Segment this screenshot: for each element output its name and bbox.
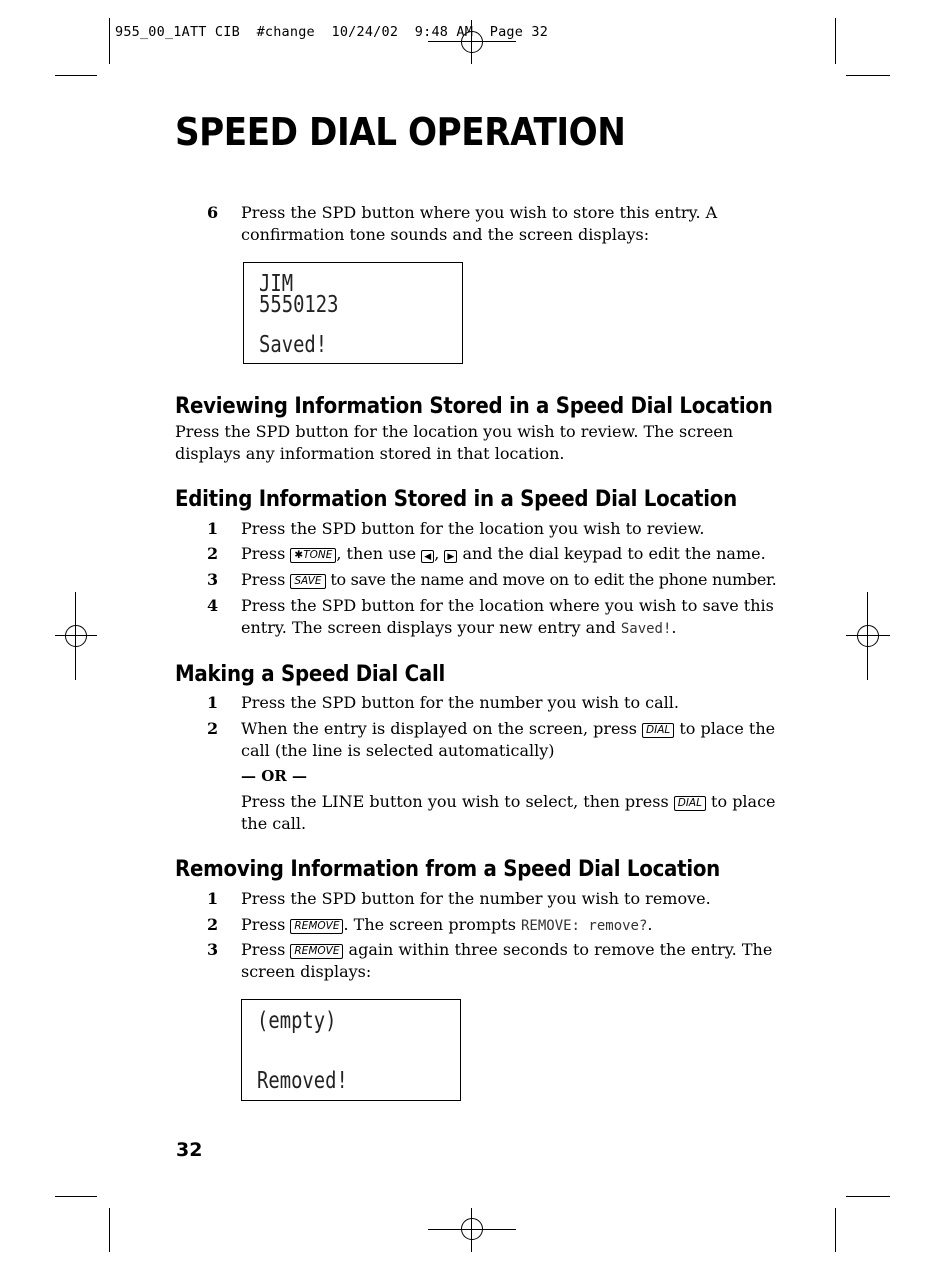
step-text: Press the SPD button for the number you wish to remove. xyxy=(241,889,711,908)
lcd-line: 5550123 xyxy=(259,292,339,318)
step-text: Press the LINE button you wish to select, then press DIAL to place the call. xyxy=(241,792,776,833)
print-slug: 955_00_1ATT CIB #change 10/24/02 9:48 AM Page 32 xyxy=(115,24,549,40)
step-text: Press SAVE to save the name and move on to edit the phone number. xyxy=(241,570,777,589)
inline-lcd-text: REMOVE: remove? xyxy=(520,918,648,934)
step-number: 2 xyxy=(207,915,219,934)
tone-key-icon: ✱TONE xyxy=(290,548,336,563)
left-arrow-key-icon: ◀ xyxy=(421,550,434,563)
or-separator: — OR — xyxy=(241,767,307,785)
crop-mark xyxy=(109,18,110,64)
step-number: 1 xyxy=(207,889,219,908)
step-number: 2 xyxy=(207,544,219,563)
step-text: Press the SPD button for the location you wish to review. xyxy=(241,519,705,538)
page-number: 32 xyxy=(176,1139,203,1161)
crop-mark xyxy=(55,75,97,76)
remove-key-icon: REMOVE xyxy=(290,944,343,959)
dial-key-icon: DIAL xyxy=(642,723,674,738)
lcd-line: JIM xyxy=(259,271,294,297)
step-text: Press the SPD button where you wish to store this entry. A confirmation tone sounds and the screen displays: xyxy=(241,203,718,244)
inline-lcd-text: Saved! xyxy=(620,621,672,637)
crop-mark xyxy=(55,1196,97,1197)
save-key-icon: SAVE xyxy=(290,574,325,589)
step-number: 1 xyxy=(207,519,219,538)
step-number: 3 xyxy=(207,940,219,959)
step-text: Press REMOVE again within three seconds to remove the entry. The screen displays: xyxy=(241,940,773,981)
step-text: Press the SPD button for the location where you wish to save this entry. The screen displays your new entry and Saved!. xyxy=(241,596,774,637)
lcd-display-saved xyxy=(243,262,463,364)
step-text: Press REMOVE . The screen prompts REMOVE: remove?. xyxy=(241,915,653,934)
lcd-line: (empty) xyxy=(257,1008,337,1034)
step-number: 6 xyxy=(207,203,219,222)
crop-mark xyxy=(835,18,836,64)
crop-mark xyxy=(846,1196,890,1197)
registration-mark xyxy=(65,625,87,647)
step-text: Press the SPD button for the number you wish to call. xyxy=(241,693,679,712)
page-title: SPEED DIAL OPERATION xyxy=(175,110,626,154)
section-text: Press the SPD button for the location you wish to review. The screen displays any information stored in that location. xyxy=(175,422,734,463)
lcd-line: Removed! xyxy=(257,1068,348,1094)
step-number: 4 xyxy=(207,596,219,615)
section-heading-reviewing: Reviewing Information Stored in a Speed Dial Location xyxy=(175,394,773,419)
dial-key-icon: DIAL xyxy=(674,796,706,811)
step-number: 2 xyxy=(207,719,219,738)
list-item xyxy=(207,202,777,246)
step-text: When the entry is displayed on the screen, press DIAL to place the call (the line is selected automatically) xyxy=(241,719,776,760)
section-heading-making: Making a Speed Dial Call xyxy=(175,662,446,687)
registration-mark xyxy=(461,1218,483,1240)
right-arrow-key-icon: ▶ xyxy=(444,550,457,563)
lcd-display-removed xyxy=(241,999,461,1101)
registration-mark xyxy=(857,625,879,647)
crop-mark xyxy=(109,1208,110,1252)
crop-mark xyxy=(846,75,890,76)
crop-mark xyxy=(835,1208,836,1252)
remove-key-icon: REMOVE xyxy=(290,919,343,934)
lcd-line: Saved! xyxy=(259,332,328,358)
step-number: 1 xyxy=(207,693,219,712)
section-heading-editing: Editing Information Stored in a Speed Dial Location xyxy=(175,487,737,512)
step-text: Press ✱TONE , then use ◀ , ▶ and the dial keypad to edit the name. xyxy=(241,544,766,563)
step-number: 3 xyxy=(207,570,219,589)
section-heading-removing: Removing Information from a Speed Dial Location xyxy=(175,857,721,882)
